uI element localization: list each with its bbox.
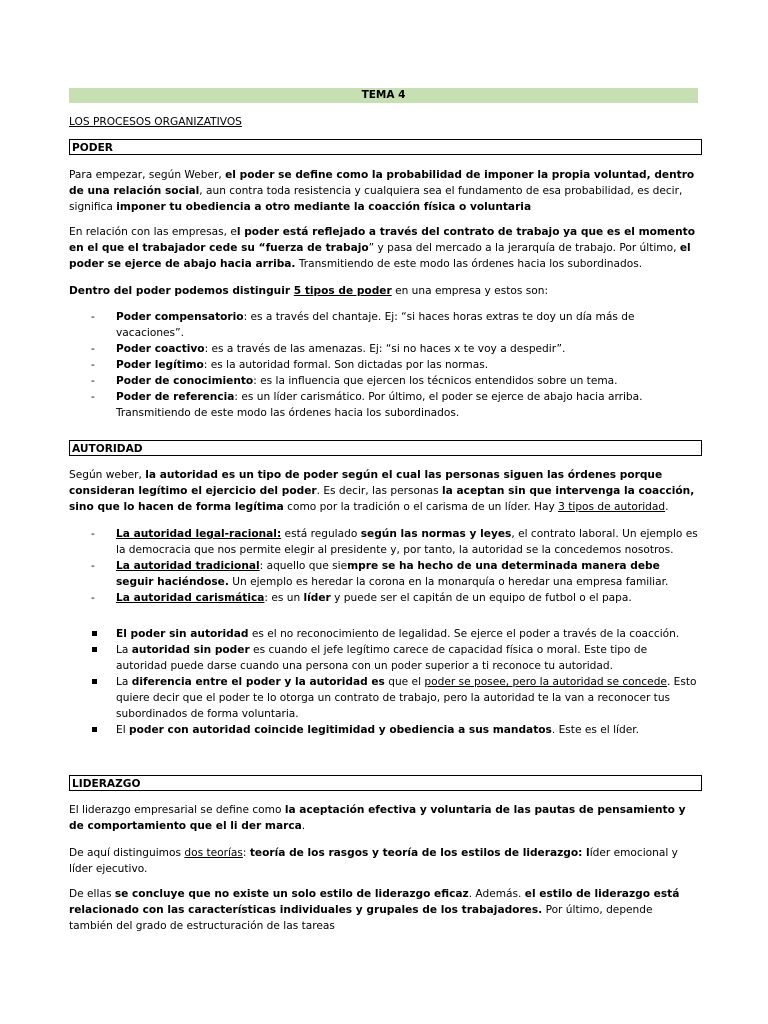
- document-title: TEMA 4: [69, 88, 698, 103]
- section-heading-autoridad: AUTORIDAD: [69, 440, 702, 456]
- autoridad-types-list: [69, 526, 699, 606]
- list-item: - La autoridad legal-racional: está regulado según las normas y leyes, el contrato laboral. Un ejemplo es la democracia que nos permite elegir al presidente y, por tanto, la autoridad se la concedemos nosotros.: [69, 526, 699, 558]
- list-item: La autoridad sin poder es cuando el jefe legítimo carece de capacidad física o moral. Este tipo de autoridad puede darse cuando una persona con un poder superior a ti reconoce tu autoridad.: [69, 642, 699, 674]
- list-item: - Poder de referencia: es un líder carismático. Por último, el poder se ejerce de abajo hacia arriba. Transmitiendo de este modo las órdenes hacia los subordinados.: [69, 389, 699, 421]
- liderazgo-paragraph-2: De aquí distinguimos dos teorías: teoría de los rasgos y teoría de los estilos de liderazgo: líder emocional y líder ejecutivo.: [69, 847, 678, 875]
- document-subtitle: LOS PROCESOS ORGANIZATIVOS: [69, 116, 242, 128]
- section-heading-poder: PODER: [69, 139, 702, 155]
- list-item: - Poder compensatorio: es a través del chantaje. Ej: “si haces horas extras te doy un día más de vacaciones”.: [69, 309, 699, 341]
- list-item: - Poder legítimo: es la autoridad formal. Son dictadas por las normas.: [69, 357, 699, 373]
- poder-paragraph-1: Para empezar, según Weber, el poder se define como la probabilidad de imponer la propia voluntad, dentro de una relación social, aun contra toda resistencia y cualquiera sea el fundamento de esa probabilidad, es decir, significa imponer tu obediencia a otro mediante la coacción física o voluntaria: [69, 169, 695, 213]
- list-item: - La autoridad carismática: es un líder y puede ser el capitán de un equipo de futbol o el papa.: [69, 590, 699, 606]
- list-item: - La autoridad tradicional: aquello que siempre se ha hecho de una determinada manera debe seguir haciéndose. Un ejemplo es heredar la corona en la monarquía o heredar una empresa familiar.: [69, 558, 699, 590]
- poder-types-list: [69, 309, 699, 421]
- list-item: El poder sin autoridad es el no reconocimiento de legalidad. Se ejerce el poder a través de la coacción.: [69, 626, 699, 642]
- poder-paragraph-2: En relación con las empresas, el poder está reflejado a través del contrato de trabajo ya que es el momento en el que el trabajador cede su “fuerza de trabajo” y pasa del mercado a la jerarquía de trabajo. Por último, el poder se ejerce de abajo hacia arriba. Transmitiendo de este modo las órdenes hacia los subordinados.: [69, 226, 696, 270]
- liderazgo-paragraph-1: El liderazgo empresarial se define como la aceptación efectiva y voluntaria de las pautas de pensamiento y de comportamiento que el li der marca.: [69, 804, 686, 832]
- liderazgo-paragraph-3: De ellas se concluye que no existe un solo estilo de liderazgo eficaz. Además. el estilo de liderazgo está relacionado con las características individuales y grupales de los trabajadores. Por último, depende también del grado de estructuración de las tareas: [69, 888, 680, 932]
- list-item: El poder con autoridad coincide legitimidad y obediencia a sus mandatos. Este es el líder.: [69, 722, 699, 738]
- poder-paragraph-3: Dentro del poder podemos distinguir 5 tipos de poder en una empresa y estos son:: [69, 285, 549, 297]
- list-item: - Poder coactivo: es a través de las amenazas. Ej: “si no haces x te voy a despedir”.: [69, 341, 699, 357]
- autoridad-paragraph-1: Según weber, la autoridad es un tipo de poder según el cual las personas siguen las órdenes porque consideran legítimo el ejercicio del poder. Es decir, las personas la aceptan sin que intervenga la coacción, sino que lo hacen de forma legítima como por la tradición o el carisma de un líder. Hay 3 tipos de autoridad.: [69, 469, 695, 513]
- list-item: - Poder de conocimiento: es la influencia que ejercen los técnicos entendidos sobre un tema.: [69, 373, 699, 389]
- list-item: La diferencia entre el poder y la autoridad es que el poder se posee, pero la autoridad se concede. Esto quiere decir que el poder te lo otorga un contrato de trabajo, pero la autoridad te la van a reconocer tus subordinados de forma voluntaria.: [69, 674, 699, 722]
- section-heading-liderazgo: LIDERAZGO: [69, 775, 702, 791]
- autoridad-notes-list: [69, 626, 699, 738]
